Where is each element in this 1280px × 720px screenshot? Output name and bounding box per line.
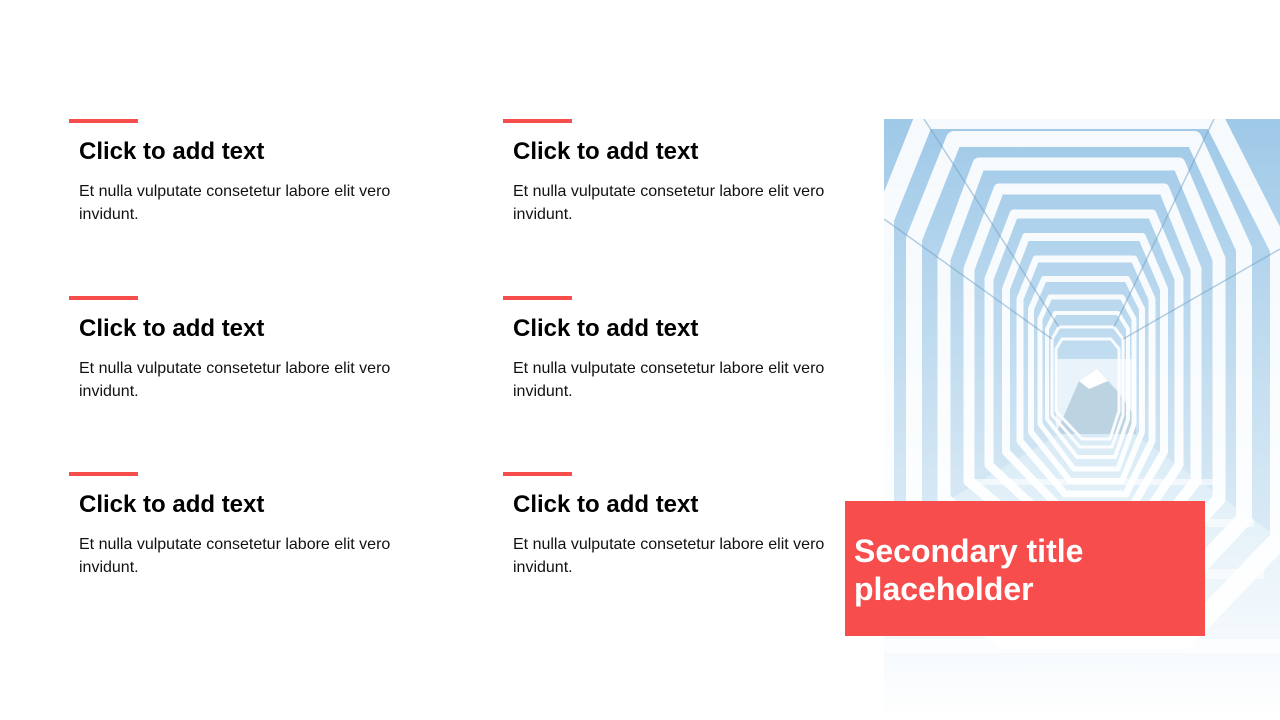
block-heading[interactable]: Click to add text — [513, 491, 699, 518]
accent-bar — [69, 296, 138, 300]
block-body[interactable]: Et nulla vulputate consetetur labore elit vero invidunt. — [513, 183, 825, 223]
accent-bar — [503, 296, 572, 300]
block-heading[interactable]: Click to add text — [79, 138, 265, 165]
block-body[interactable]: Et nulla vulputate consetetur labore elit vero invidunt. — [513, 536, 825, 576]
accent-bar — [69, 119, 138, 123]
block-heading[interactable]: Click to add text — [513, 138, 699, 165]
secondary-title-box[interactable] — [845, 501, 1205, 636]
block-body[interactable]: Et nulla vulputate consetetur labore elit vero invidunt. — [513, 360, 825, 400]
block-heading[interactable]: Click to add text — [79, 491, 265, 518]
accent-bar — [503, 472, 572, 476]
block-body[interactable]: Et nulla vulputate consetetur labore elit vero invidunt. — [79, 360, 391, 400]
block-heading[interactable]: Click to add text — [513, 315, 699, 342]
block-body[interactable]: Et nulla vulputate consetetur labore elit vero invidunt. — [79, 536, 391, 576]
secondary-title[interactable]: Secondary title placeholder — [854, 533, 1084, 607]
accent-bar — [503, 119, 572, 123]
accent-bar — [69, 472, 138, 476]
block-body[interactable]: Et nulla vulputate consetetur labore elit vero invidunt. — [79, 183, 391, 223]
block-heading[interactable]: Click to add text — [79, 315, 265, 342]
